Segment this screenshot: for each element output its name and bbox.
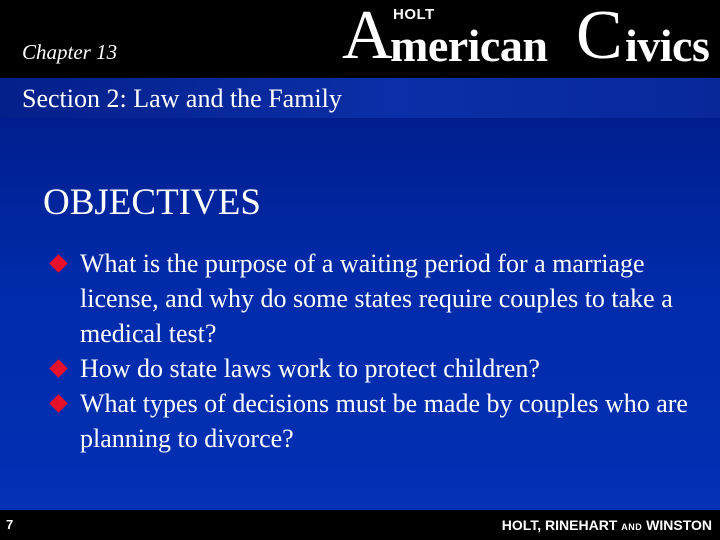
logo-holt-text: HOLT xyxy=(393,6,435,23)
section-title: Section 2: Law and the Family xyxy=(22,84,342,113)
objective-item xyxy=(50,386,690,456)
red-diamond-bullet-icon xyxy=(49,394,67,412)
logo-letter-a: A xyxy=(342,0,393,74)
objective-item xyxy=(50,351,690,386)
page-number: 7 xyxy=(6,517,14,532)
chapter-label: Chapter 13 xyxy=(22,40,118,64)
logo-letter-c: C xyxy=(576,0,623,74)
section-bar xyxy=(0,78,720,118)
publisher-name xyxy=(502,517,712,535)
publisher-and: AND xyxy=(621,522,643,532)
slide-body xyxy=(0,118,720,510)
slide-header xyxy=(0,0,720,78)
american-civics-logo xyxy=(342,0,720,74)
objective-text: How do state laws work to protect children? xyxy=(80,354,540,383)
slide-footer xyxy=(0,510,720,540)
red-diamond-bullet-icon xyxy=(49,254,67,272)
objectives-list xyxy=(50,246,690,456)
objective-text: What is the purpose of a waiting period for a marriage license, and why do some states require couples to take a medical test? xyxy=(80,249,673,348)
objective-item xyxy=(50,246,690,351)
logo-word-american: merican xyxy=(390,20,548,71)
objective-text: What types of decisions must be made by couples who are planning to divorce? xyxy=(80,389,688,453)
logo-word-civics: ivics xyxy=(625,20,710,71)
red-diamond-bullet-icon xyxy=(49,359,67,377)
publisher-name-end: WINSTON xyxy=(642,517,712,533)
publisher-name-start: HOLT, RINEHART xyxy=(501,517,622,533)
objectives-heading: OBJECTIVES xyxy=(43,182,261,223)
